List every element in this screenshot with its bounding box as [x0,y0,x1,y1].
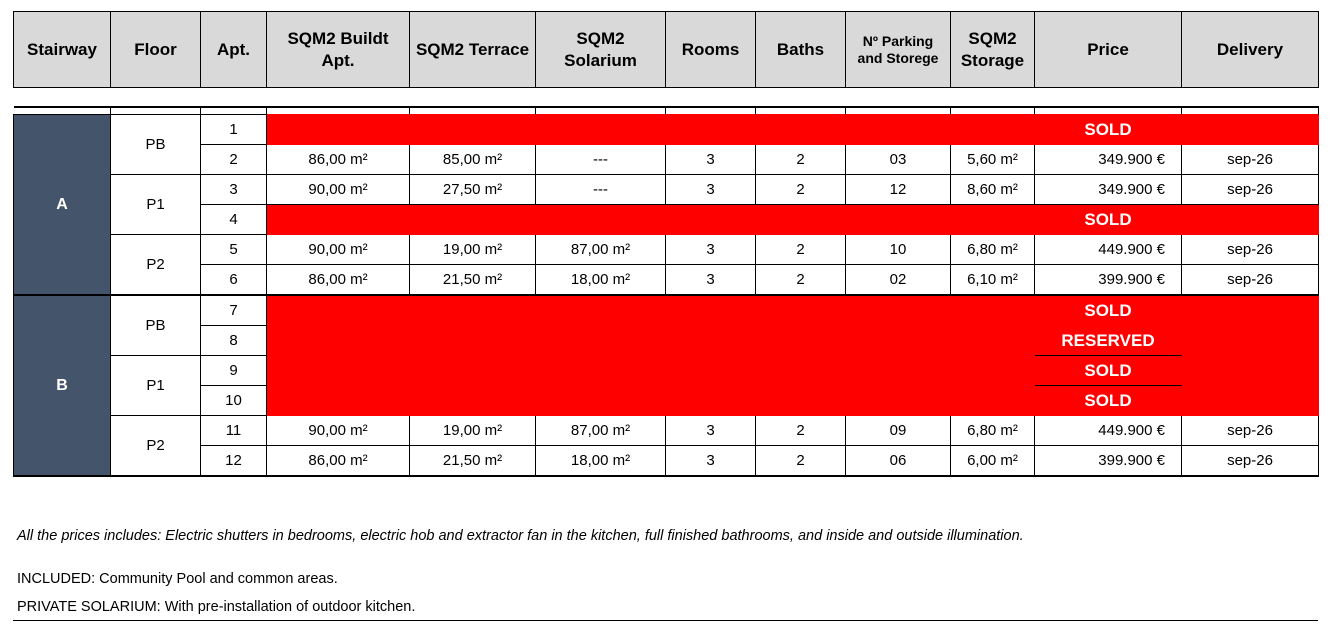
parking-cell: 12 [846,175,951,205]
table-row [14,326,1319,356]
table-row [14,205,1319,235]
apt-number: 5 [201,235,267,265]
price-list-header [13,11,1319,88]
sqm-storage-cell: 6,80 m² [951,235,1035,265]
table-row [14,235,1319,265]
sqm-built-cell: 86,00 m² [267,145,410,175]
floor-label: P2 [111,416,201,477]
sqm-storage-cell: 6,80 m² [951,416,1035,446]
sqm-terrace-cell: 21,50 m² [410,446,536,477]
header-sqm-storage: SQM2 Storage [951,12,1035,88]
delivery-cell: sep-26 [1182,145,1319,175]
floor-label: PB [111,295,201,356]
delivery-cell: sep-26 [1182,416,1319,446]
baths-cell: 2 [756,446,846,477]
table-row [14,295,1319,326]
footer-divider [13,620,1318,621]
sqm-built-cell: 86,00 m² [267,446,410,477]
delivery-cell: sep-26 [1182,265,1319,296]
baths-cell: 2 [756,175,846,205]
status-badge: SOLD [1035,205,1182,235]
sqm-terrace-cell: 21,50 m² [410,265,536,296]
parking-cell: 02 [846,265,951,296]
table-row [14,115,1319,145]
table-row [14,175,1319,205]
baths-cell: 2 [756,416,846,446]
price-list-table [13,106,1319,477]
price-cell: 349.900 € [1035,175,1182,205]
rooms-cell: 3 [666,265,756,296]
header-floor: Floor [111,12,201,88]
sqm-solarium-cell: 18,00 m² [536,265,666,296]
sqm-solarium-cell: --- [536,175,666,205]
sqm-solarium-cell: 87,00 m² [536,235,666,265]
floor-label: P1 [111,356,201,416]
table-row [14,356,1319,386]
apt-number: 6 [201,265,267,296]
sqm-storage-cell: 8,60 m² [951,175,1035,205]
prices-include-note: All the prices includes: Electric shutters in bedrooms, electric hob and extractor fan in the kitchen, full finished bathrooms, and inside and outside illumination. [17,528,1024,544]
apt-number: 12 [201,446,267,477]
stairway-label: B [14,295,111,476]
header-baths: Baths [756,12,846,88]
sqm-solarium-cell: --- [536,145,666,175]
apt-number: 9 [201,356,267,386]
apt-number: 1 [201,115,267,145]
apt-number: 8 [201,326,267,356]
header-apt: Apt. [201,12,267,88]
rooms-cell: 3 [666,416,756,446]
rooms-cell: 3 [666,235,756,265]
table-row [14,416,1319,446]
parking-cell: 10 [846,235,951,265]
sqm-terrace-cell: 27,50 m² [410,175,536,205]
sqm-built-cell: 86,00 m² [267,265,410,296]
sqm-built-cell: 90,00 m² [267,416,410,446]
header-sqm-solarium: SQM2 Solarium [536,12,666,88]
price-cell: 399.900 € [1035,446,1182,477]
header-stairway: Stairway [14,12,111,88]
apt-number: 11 [201,416,267,446]
table-row [14,145,1319,175]
header-sqm-terrace: SQM2 Terrace [410,12,536,88]
sqm-storage-cell: 6,00 m² [951,446,1035,477]
rooms-cell: 3 [666,175,756,205]
stairway-label: A [14,115,111,296]
sqm-storage-cell: 6,10 m² [951,265,1035,296]
header-rooms: Rooms [666,12,756,88]
status-badge: RESERVED [1035,326,1182,356]
solarium-note: PRIVATE SOLARIUM: With pre-installation of outdoor kitchen. [17,599,416,615]
header-price: Price [1035,12,1182,88]
delivery-cell: sep-26 [1182,235,1319,265]
baths-cell: 2 [756,265,846,296]
price-cell: 449.900 € [1035,235,1182,265]
sqm-terrace-cell: 19,00 m² [410,416,536,446]
sqm-built-cell: 90,00 m² [267,235,410,265]
floor-label: PB [111,115,201,175]
rooms-cell: 3 [666,145,756,175]
table-row [14,265,1319,296]
status-badge: SOLD [1035,356,1182,386]
status-badge: SOLD [1035,115,1182,145]
table-row [14,386,1319,416]
included-note: INCLUDED: Community Pool and common areas. [17,571,338,587]
delivery-cell: sep-26 [1182,175,1319,205]
price-cell: 449.900 € [1035,416,1182,446]
apt-number: 10 [201,386,267,416]
status-badge: SOLD [1035,295,1182,326]
floor-label: P2 [111,235,201,296]
floor-label: P1 [111,175,201,235]
sqm-solarium-cell: 18,00 m² [536,446,666,477]
apt-number: 2 [201,145,267,175]
price-cell: 399.900 € [1035,265,1182,296]
baths-cell: 2 [756,235,846,265]
sqm-terrace-cell: 85,00 m² [410,145,536,175]
header-sqm-built: SQM2 Buildt Apt. [267,12,410,88]
sqm-built-cell: 90,00 m² [267,175,410,205]
parking-cell: 09 [846,416,951,446]
rooms-cell: 3 [666,446,756,477]
sqm-terrace-cell: 19,00 m² [410,235,536,265]
price-cell: 349.900 € [1035,145,1182,175]
header-delivery: Delivery [1182,12,1319,88]
header-parking: Nº Parking and Storege [846,12,951,88]
apt-number: 7 [201,295,267,326]
parking-cell: 06 [846,446,951,477]
apt-number: 3 [201,175,267,205]
status-badge: SOLD [1035,386,1182,416]
parking-cell: 03 [846,145,951,175]
table-row [14,446,1319,477]
sqm-storage-cell: 5,60 m² [951,145,1035,175]
apt-number: 4 [201,205,267,235]
baths-cell: 2 [756,145,846,175]
sqm-solarium-cell: 87,00 m² [536,416,666,446]
delivery-cell: sep-26 [1182,446,1319,477]
